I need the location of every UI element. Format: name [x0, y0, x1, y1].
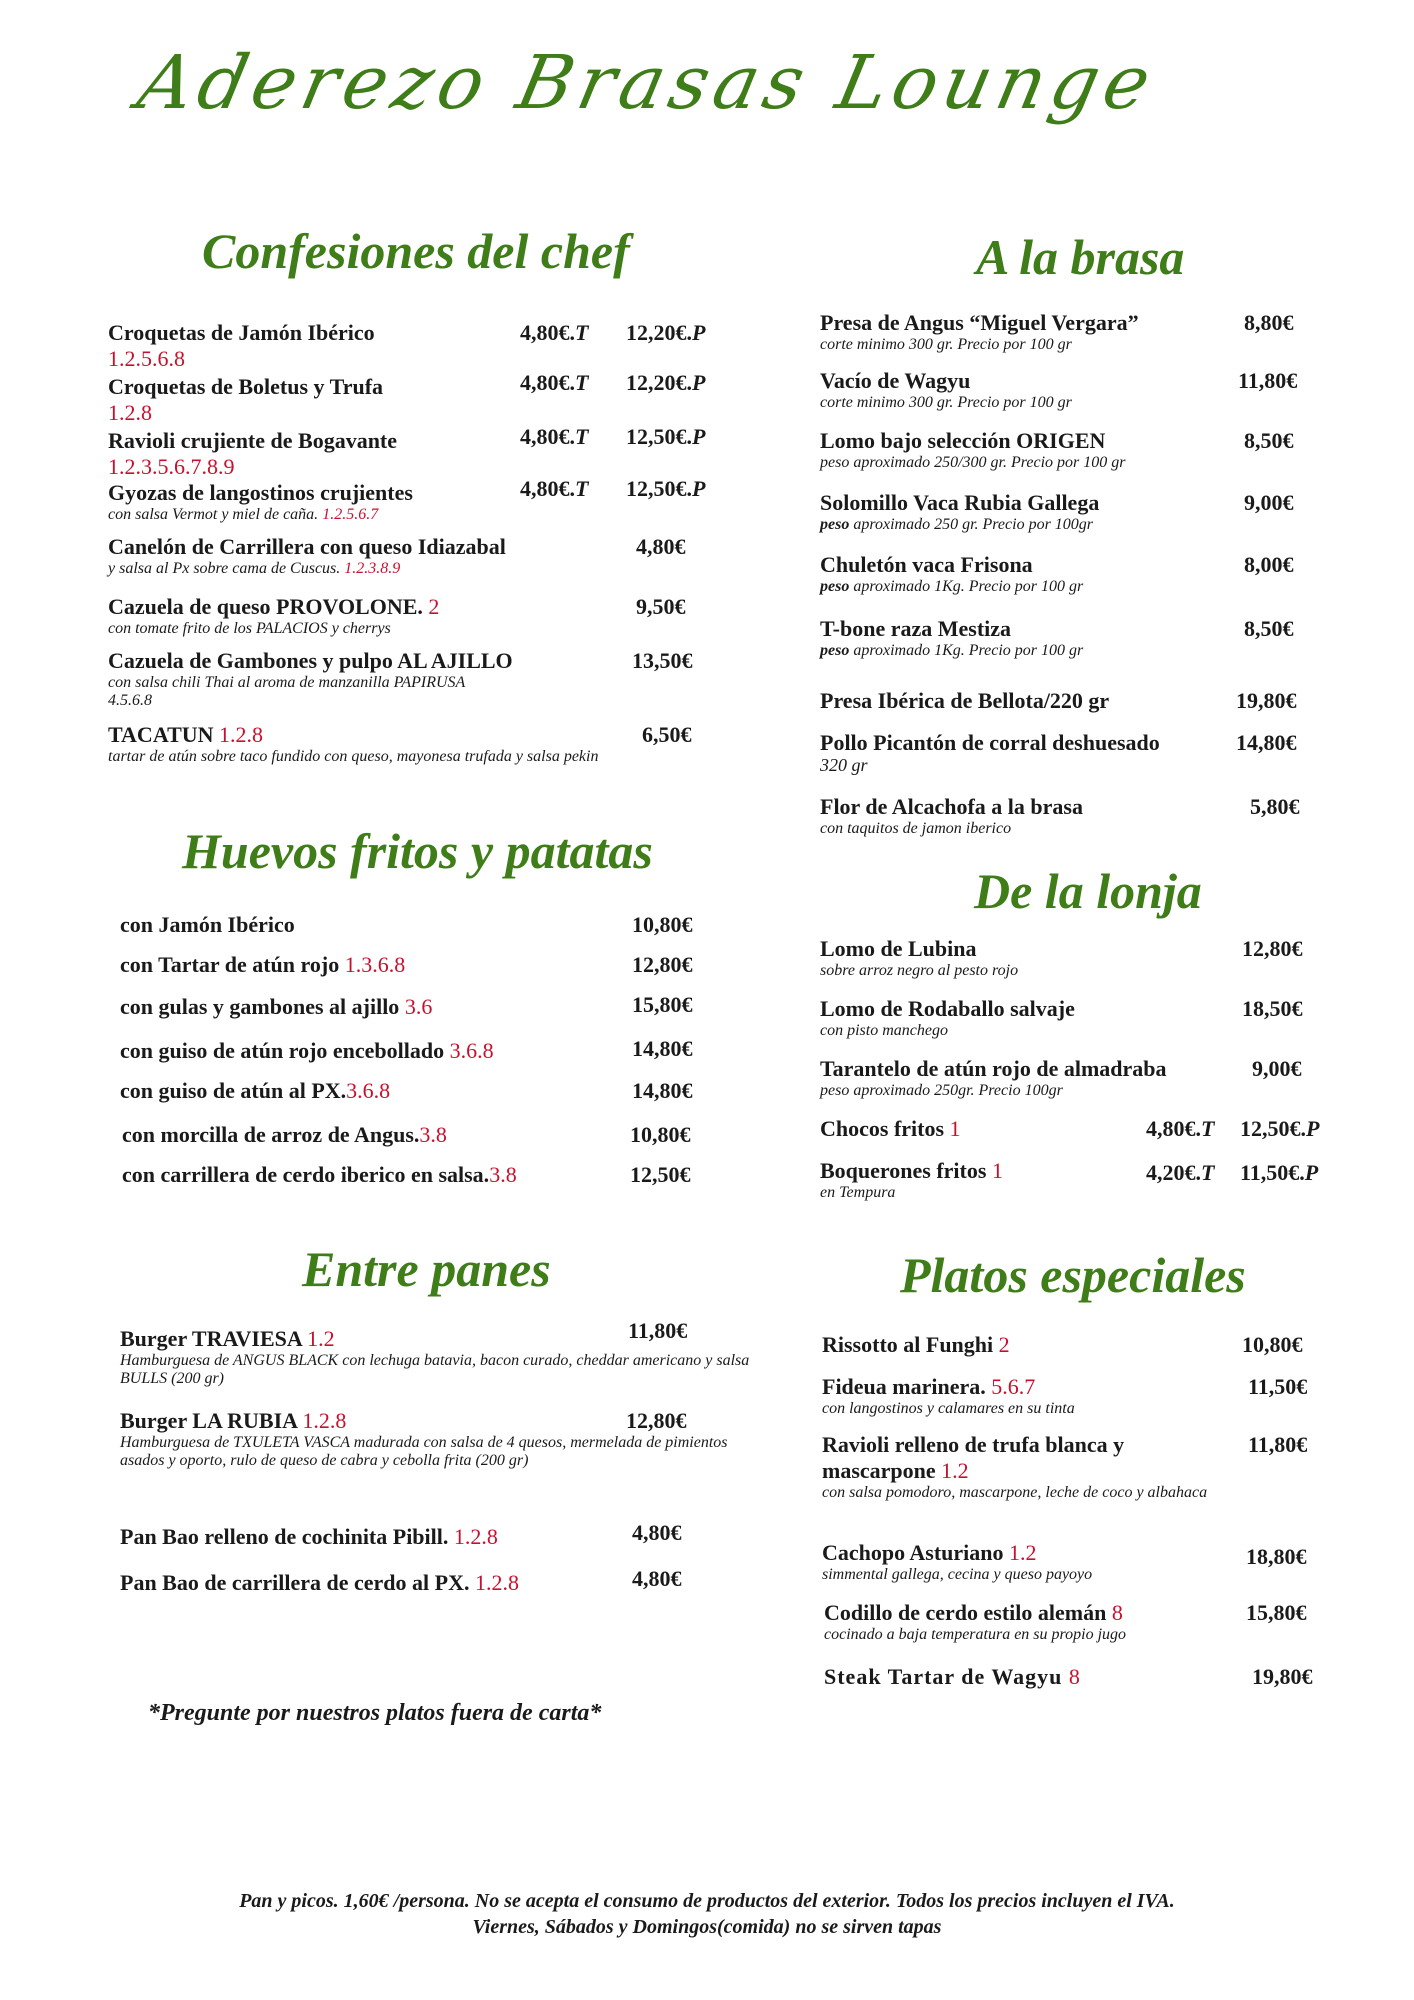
item-allergens: 3.8 [489, 1162, 517, 1187]
price-plato-value: 12,20€. [626, 320, 692, 345]
item-price: 15,80€ [1246, 1600, 1307, 1625]
item-allergens: 8 [1068, 1664, 1081, 1689]
price-plato [626, 320, 705, 346]
menu-item [120, 1524, 498, 1550]
item-price: 9,00€ [1244, 490, 1294, 515]
menu-item [820, 616, 1083, 660]
item-name: con carrillera de cerdo iberico en salsa. [122, 1162, 490, 1187]
item-name: Pollo Picantón de corral deshuesado [820, 730, 1160, 755]
item-name: con Tartar de atún rojo [120, 952, 340, 977]
item-price: 15,80€ [632, 992, 693, 1017]
item-name: Codillo de cerdo estilo alemán [824, 1600, 1107, 1625]
item-name: Boquerones fritos [820, 1158, 987, 1183]
menu-item [820, 552, 1083, 596]
item-description: con taquitos de jamon iberico [820, 820, 1012, 837]
price-tapa-value: 4,80€. [520, 476, 575, 501]
item-description: aproximado 1Kg. Precio por 100 gr [849, 578, 1084, 595]
menu-item [820, 936, 1018, 980]
section-title-huevos: Huevos fritos y patatas [182, 823, 653, 879]
tapa-unit: T [575, 370, 589, 395]
item-price: 19,80€ [1236, 688, 1297, 713]
menu-item [820, 368, 1072, 412]
item-allergens: 1.2 [307, 1326, 335, 1351]
menu-item [108, 594, 439, 638]
item-name: Croquetas de Boletus y Trufa [108, 374, 384, 399]
section-title-especiales: Platos especiales [900, 1247, 1246, 1303]
item-price: 14,80€ [632, 1036, 693, 1061]
menu-item [120, 1038, 494, 1064]
item-description: Hamburguesa de ANGUS BLACK con lechuga batavia, bacon curado, cheddar americano y salsa BULLS (200 gr) [120, 1352, 750, 1387]
price-plato [626, 370, 705, 396]
item-name: Fideua marinera. [822, 1374, 986, 1399]
item-price: 6,50€ [642, 722, 692, 747]
tapa-unit: T [1201, 1116, 1215, 1141]
item-name: TACATUN [108, 722, 214, 747]
item-description: aproximado 1Kg. Precio por 100 gr [849, 642, 1084, 659]
item-allergens: 1.2.5.6.7 [322, 506, 379, 523]
menu-item [108, 722, 608, 766]
item-name: Gyozas de langostinos crujientes [108, 480, 413, 505]
item-allergens: 1.3.6.8 [344, 952, 406, 977]
price-tapa [520, 320, 588, 346]
item-price: 18,50€ [1242, 996, 1303, 1021]
item-allergens: 1.2.5.6.8 [108, 346, 185, 371]
item-allergens: 1.2.3.5.6.7.8.9 [108, 454, 235, 479]
item-name: Lomo de Rodaballo salvaje [820, 996, 1075, 1021]
item-price: 11,80€ [628, 1318, 688, 1343]
item-description: en Tempura [820, 1184, 896, 1201]
off-menu-note: *Pregunte por nuestros platos fuera de carta* [148, 1700, 602, 1726]
menu-item [120, 994, 432, 1020]
item-description: aproximado 250 gr. Precio por 100gr [849, 516, 1094, 533]
menu-item [122, 1162, 517, 1188]
item-name: Vacío de Wagyu [820, 368, 971, 393]
item-name: Steak Tartar de Wagyu [824, 1664, 1063, 1689]
menu-item [820, 730, 1160, 774]
footer-line-2: Viernes, Sábados y Domingos(comida) no se sirven tapas [472, 1916, 942, 1938]
item-price: 9,00€ [1252, 1056, 1302, 1081]
item-name: Canelón de Carrillera con queso Idiazabal [108, 534, 506, 559]
item-name: Lomo bajo selección ORIGEN [820, 428, 1106, 453]
item-name: Flor de Alcachofa a la brasa [820, 794, 1083, 819]
item-price: 12,50€ [630, 1162, 691, 1187]
item-name: Croquetas de Jamón Ibérico [108, 320, 375, 345]
footer-line-1: Pan y picos. 1,60€ /persona. No se acepta el consumo de productos del exterior. Todos los precios incluyen el IVA. [239, 1890, 1175, 1912]
item-name: Presa de Angus “Miguel Vergara” [820, 310, 1139, 335]
item-name: Cazuela de queso PROVOLONE. [108, 594, 423, 619]
item-name: Lomo de Lubina [820, 936, 977, 961]
item-price: 12,80€ [1242, 936, 1303, 961]
plato-unit: P [692, 476, 706, 501]
item-allergens: 3.6.8 [449, 1038, 494, 1063]
menu-item [120, 952, 405, 978]
item-price: 10,80€ [1242, 1332, 1303, 1357]
menu-item [820, 996, 1075, 1040]
item-allergens: 2 [428, 594, 440, 619]
section-title-brasa: A la brasa [976, 229, 1185, 285]
restaurant-logo: Aderezo Brasas Lounge [130, 40, 1164, 126]
item-name: Ravioli relleno de trufa blanca y [822, 1432, 1125, 1457]
item-price: 11,50€ [1248, 1374, 1308, 1399]
price-tapa-value: 4,20€. [1146, 1160, 1201, 1185]
price-plato [626, 424, 705, 450]
item-description: peso aproximado 250gr. Precio 100gr [820, 1082, 1063, 1099]
price-tapa [1146, 1116, 1214, 1142]
item-price: 8,50€ [1244, 616, 1294, 641]
menu-item [120, 912, 295, 938]
tapa-unit: T [575, 424, 589, 449]
item-price: 4,80€ [632, 1566, 682, 1591]
menu-item [822, 1540, 1092, 1584]
item-price: 8,00€ [1244, 552, 1294, 577]
item-name: Ravioli crujiente de Bogavante [108, 428, 398, 453]
menu-item [108, 320, 375, 372]
item-description: con langostinos y calamares en su tinta [822, 1400, 1075, 1417]
price-plato [1240, 1160, 1318, 1186]
item-name: Solomillo Vaca Rubia Gallega [820, 490, 1100, 515]
item-allergens: 1.2.8 [219, 722, 264, 747]
item-description: y salsa al Px sobre cama de Cuscus. [108, 560, 341, 577]
menu-item [122, 1122, 447, 1148]
menu-item [108, 428, 397, 480]
item-price: 12,80€ [632, 952, 693, 977]
item-price: 8,80€ [1244, 310, 1294, 335]
price-plato-value: 11,50€. [1240, 1160, 1305, 1185]
item-name: T-bone raza Mestiza [820, 616, 1012, 641]
item-allergens: 1.2.8 [302, 1408, 347, 1433]
item-price: 18,80€ [1246, 1544, 1307, 1569]
section-title-panes: Entre panes [302, 1241, 551, 1297]
item-description: 320 gr [820, 755, 868, 775]
section-title-lonja: De la lonja [974, 863, 1202, 919]
item-name: con morcilla de arroz de Angus. [122, 1122, 420, 1147]
item-price: 12,80€ [626, 1408, 687, 1433]
price-plato-value: 12,50€. [1240, 1116, 1306, 1141]
item-allergens: 2 [998, 1332, 1010, 1357]
item-name: Chuletón vaca Frisona [820, 552, 1033, 577]
menu-item [108, 480, 413, 524]
menu-item [822, 1332, 1010, 1358]
item-allergens: 3.8 [419, 1122, 447, 1147]
item-price: 10,80€ [630, 1122, 691, 1147]
item-description: con salsa chili Thai al aroma de manzanilla PAPIRUSA [108, 674, 466, 691]
item-description: simmental gallega, cecina y queso payoyo [822, 1566, 1093, 1583]
menu-item [824, 1664, 1081, 1690]
item-price: 11,80€ [1238, 368, 1298, 393]
item-name: Burger TRAVIESA [120, 1326, 302, 1351]
price-tapa-value: 4,80€. [520, 424, 575, 449]
menu-item [820, 1158, 1003, 1202]
item-description: con salsa Vermot y miel de caña. [108, 506, 319, 523]
item-name: Pan Bao de carrillera de cerdo al PX. [120, 1570, 470, 1595]
menu-item [820, 794, 1083, 838]
menu-item [120, 1570, 519, 1596]
item-name: Presa Ibérica de Bellota/220 gr [820, 688, 1110, 713]
menu-item [820, 428, 1125, 472]
menu-item [108, 534, 506, 578]
item-description: con salsa pomodoro, mascarpone, leche de coco y albahaca [822, 1484, 1208, 1501]
plato-unit: P [692, 320, 706, 345]
item-price: 4,80€ [632, 1520, 682, 1545]
price-tapa [520, 370, 588, 396]
item-name-cont: mascarpone [822, 1458, 936, 1483]
item-allergens: 1.2.8 [108, 400, 152, 425]
item-price: 11,80€ [1248, 1432, 1308, 1457]
item-allergens: 3.6.8 [346, 1078, 391, 1103]
price-tapa-value: 4,80€. [1146, 1116, 1201, 1141]
plato-unit: P [692, 424, 706, 449]
item-allergens: 1 [949, 1116, 961, 1141]
item-description: peso aproximado 250/300 gr. Precio por 100 gr [820, 454, 1126, 471]
item-allergens: 1.2.8 [474, 1570, 519, 1595]
menu-item [822, 1432, 1222, 1502]
menu-item [820, 490, 1099, 534]
plato-unit: P [1304, 1160, 1319, 1185]
item-name: Chocos fritos [820, 1116, 945, 1141]
item-price: 4,80€ [636, 534, 686, 559]
item-description: corte minimo 300 gr. Precio por 100 gr [820, 394, 1072, 411]
menu-item [820, 310, 1139, 354]
price-tapa [520, 424, 588, 450]
item-description: con pisto manchego [820, 1022, 948, 1039]
price-tapa-value: 4,80€. [520, 320, 575, 345]
item-description-bold: peso [820, 516, 850, 533]
item-allergens: 5.6.7 [991, 1374, 1036, 1399]
item-name: con guiso de atún rojo encebollado [120, 1038, 445, 1063]
item-allergens: 1.2 [1009, 1540, 1037, 1565]
price-plato [626, 476, 705, 502]
item-price: 19,80€ [1252, 1664, 1313, 1689]
item-allergens: 8 [1111, 1600, 1123, 1625]
item-allergens: 1 [991, 1158, 1003, 1183]
menu-item [822, 1374, 1075, 1418]
item-name: Pan Bao relleno de cochinita Pibill. [120, 1524, 449, 1549]
section-title-confesiones: Confesiones del chef [202, 223, 630, 279]
tapa-unit: T [575, 476, 589, 501]
item-name: Burger LA RUBIA [120, 1408, 297, 1433]
item-name: con Jamón Ibérico [120, 912, 295, 937]
menu-item [108, 374, 383, 426]
item-description-bold: peso [820, 578, 850, 595]
price-tapa [1146, 1160, 1214, 1186]
menu-item [824, 1600, 1126, 1644]
item-price: 13,50€ [632, 648, 693, 673]
item-description: con tomate frito de los PALACIOS y cherrys [108, 620, 391, 637]
menu-item [120, 1078, 390, 1104]
tapa-unit: T [1201, 1160, 1215, 1185]
tapa-unit: T [575, 320, 589, 345]
item-name: Tarantelo de atún rojo de almadraba [820, 1056, 1167, 1081]
item-description: cocinado a baja temperatura en su propio jugo [824, 1626, 1127, 1643]
item-allergens: 1.2.3.8.9 [344, 560, 401, 577]
price-tapa [520, 476, 588, 502]
item-description: corte minimo 300 gr. Precio por 100 gr [820, 336, 1072, 353]
item-description-bold: peso [820, 642, 850, 659]
item-description: Hamburguesa de TXULETA VASCA madurada con salsa de 4 quesos, mermelada de pimientos asados y oporto, rulo de queso de cabra y cebolla frita (200 gr) [120, 1434, 728, 1469]
item-price: 5,80€ [1250, 794, 1300, 819]
item-price: 9,50€ [636, 594, 686, 619]
price-plato [1240, 1116, 1319, 1142]
item-price: 14,80€ [1236, 730, 1297, 755]
item-description: tartar de atún sobre taco fundido con queso, mayonesa trufada y salsa pekin [108, 748, 599, 765]
item-price: 10,80€ [632, 912, 693, 937]
item-description: sobre arroz negro al pesto rojo [820, 962, 1019, 979]
plato-unit: P [692, 370, 706, 395]
price-plato-value: 12,50€. [626, 476, 692, 501]
price-plato-value: 12,20€. [626, 370, 692, 395]
item-allergens: 3.6 [404, 994, 433, 1019]
item-name: con guiso de atún al PX. [120, 1078, 347, 1103]
price-plato-value: 12,50€. [626, 424, 692, 449]
item-name: Cazuela de Gambones y pulpo AL AJILLO [108, 648, 513, 673]
menu-item [820, 1116, 961, 1142]
item-name: Rissotto al Funghi [822, 1332, 994, 1357]
item-allergens: 1.2.8 [453, 1524, 498, 1549]
menu-item [820, 1056, 1167, 1100]
item-price: 14,80€ [632, 1078, 693, 1103]
price-tapa-value: 4,80€. [520, 370, 575, 395]
menu-item [820, 688, 1109, 714]
item-name: con gulas y gambones al ajillo [120, 994, 400, 1019]
item-allergens: 1.2 [941, 1458, 969, 1483]
plato-unit: P [1306, 1116, 1320, 1141]
menu-item [108, 648, 513, 710]
item-price: 8,50€ [1244, 428, 1294, 453]
item-allergens: 4.5.6.8 [108, 692, 152, 709]
item-name: Cachopo Asturiano [822, 1540, 1004, 1565]
